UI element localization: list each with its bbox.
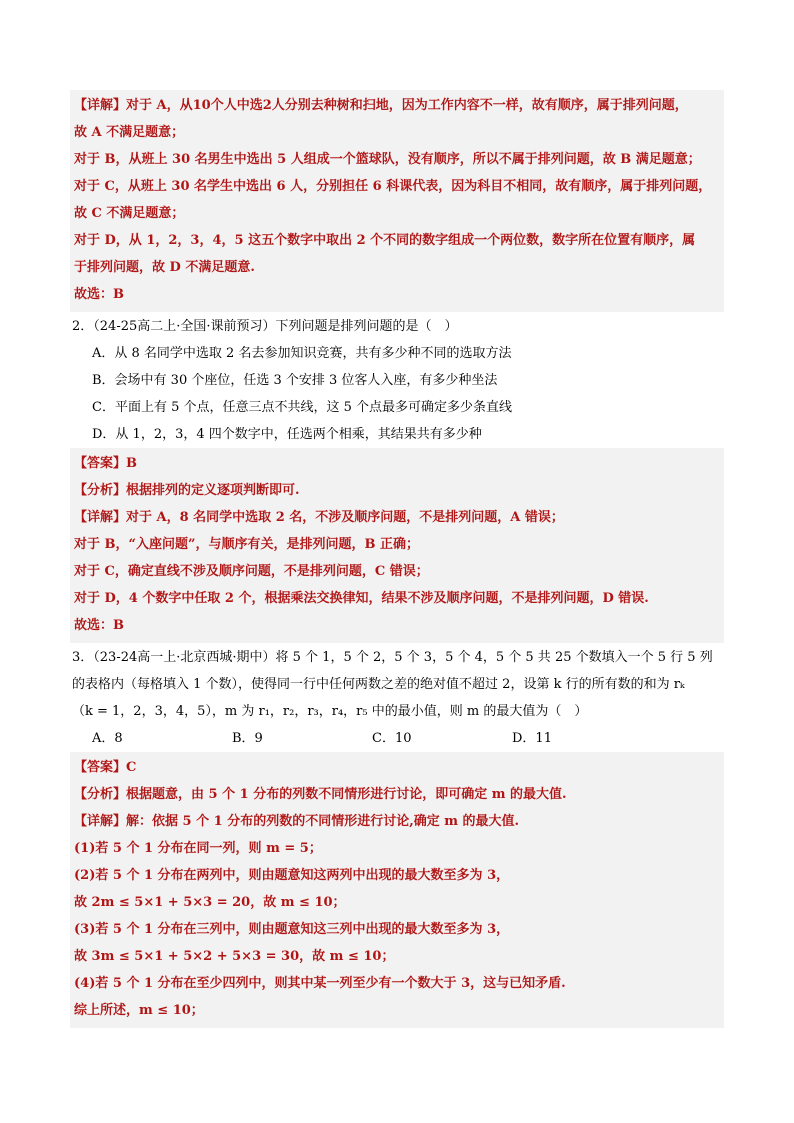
option-d: D．从 1，2，3，4 四个数字中，任选两个相乘，其结果共有多少种 — [92, 427, 482, 442]
solution-line: (4)若 5 个 1 分布在至少四列中，则其中某一列至少有一个数大于 3，这与已知矛盾. — [74, 976, 566, 991]
question-stem: （k = 1，2，3，4，5），m 为 r₁，r₂，r₃，r₄，r₅ 中的最小值，则 m 的最大值为（ ） — [72, 704, 588, 719]
solution-line: (2)若 5 个 1 分布在两列中，则由题意知这两列中出现的最大数至多为 3， — [74, 868, 510, 883]
solution-line: 故 A 不满足题意； — [74, 125, 185, 140]
solution-line: 【详解】对于 A，8 名同学中选取 2 名，不涉及顺序问题，不是排列问题，A 错误； — [74, 510, 564, 525]
question-2 — [70, 313, 724, 448]
solution-line: 故 2m ≤ 5×1 + 5×3 = 20，故 m ≤ 10； — [74, 895, 346, 910]
answer-line: 故选：B — [74, 618, 124, 633]
solution-line: 对于 B，从班上 30 名男生中选出 5 人组成一个篮球队，没有顺序，所以不属于排列问题，故 B 满足题意； — [74, 152, 701, 167]
question-stem: 3．（23-24高一上·北京西城·期中）将 5 个 1，5 个 2，5 个 3，5 个 4，5 个 5 共 25 个数填入一个 5 行 5 列 — [72, 650, 713, 665]
solution-box-q3 — [70, 752, 724, 1028]
option-c: C．10 — [372, 731, 412, 746]
option-d: D．11 — [512, 731, 552, 746]
solution-line: 故 C 不满足题意； — [74, 206, 185, 221]
solution-line: 【详解】解：依据 5 个 1 分布的列数的不同情形进行讨论,确定 m 的最大值. — [74, 814, 520, 829]
option-c: C．平面上有 5 个点，任意三点不共线，这 5 个点最多可确定多少条直线 — [92, 400, 513, 415]
solution-line: (1)若 5 个 1 分布在同一列，则 m = 5； — [74, 841, 322, 856]
option-a: A．8 — [92, 731, 123, 746]
solution-line: 综上所述，m ≤ 10； — [74, 1003, 204, 1018]
solution-box-q2 — [70, 448, 724, 643]
solution-box-q1 — [70, 90, 724, 312]
solution-line: 对于 C，从班上 30 名学生中选出 6 人，分别担任 6 科课代表，因为科目不相同，故有顺序，属于排列问题， — [74, 179, 712, 194]
solution-line: 【详解】对于 A，从10个人中选2人分别去种树和扫地，因为工作内容不一样，故有顺序，属于排列问题， — [74, 98, 688, 113]
option-b: B．会场中有 30 个座位，任选 3 个安排 3 位客人入座，有多少种坐法 — [92, 373, 498, 388]
analysis-line: 【分析】根据题意，由 5 个 1 分布的列数不同情形进行讨论，即可确定 m 的最大值. — [74, 787, 567, 802]
option-a: A．从 8 名同学中选取 2 名去参加知识竞赛，共有多少种不同的选取方法 — [92, 346, 512, 361]
option-b: B．9 — [232, 731, 263, 746]
solution-line: 对于 D，4 个数字中任取 2 个，根据乘法交换律知，结果不涉及顺序问题，不是排列问题，D 错误. — [74, 591, 649, 606]
question-stem: 的表格内（每格填入 1 个数），使得同一行中任何两数之差的绝对值不超过 2，设第 k 行的所有数的和为 rₖ — [72, 677, 685, 692]
question-3 — [70, 644, 724, 752]
question-stem: 2．（24-25高二上·全国·课前预习）下列问题是排列问题的是（ ） — [72, 319, 458, 334]
answer-line: 故选：B — [74, 287, 124, 302]
solution-line: 对于 B，“入座问题”，与顺序有关，是排列问题，B 正确； — [74, 537, 419, 552]
solution-line: (3)若 5 个 1 分布在三列中，则由题意知这三列中出现的最大数至多为 3， — [74, 922, 510, 937]
options-row — [72, 725, 724, 752]
content — [70, 90, 724, 1028]
answer-line: 【答案】B — [74, 456, 137, 471]
answer-line: 【答案】C — [74, 760, 137, 775]
solution-line: 故 3m ≤ 5×1 + 5×2 + 5×3 = 30，故 m ≤ 10； — [74, 949, 395, 964]
solution-line: 于排列问题，故 D 不满足题意. — [74, 260, 255, 275]
solution-line: 对于 C，确定直线不涉及顺序问题，不是排列问题，C 错误； — [74, 564, 429, 579]
solution-line: 对于 D，从 1，2，3，4，5 这五个数字中取出 2 个不同的数字组成一个两位数，数字所在位置有顺序，属 — [74, 233, 696, 248]
analysis-line: 【分析】根据排列的定义逐项判断即可. — [74, 483, 300, 498]
